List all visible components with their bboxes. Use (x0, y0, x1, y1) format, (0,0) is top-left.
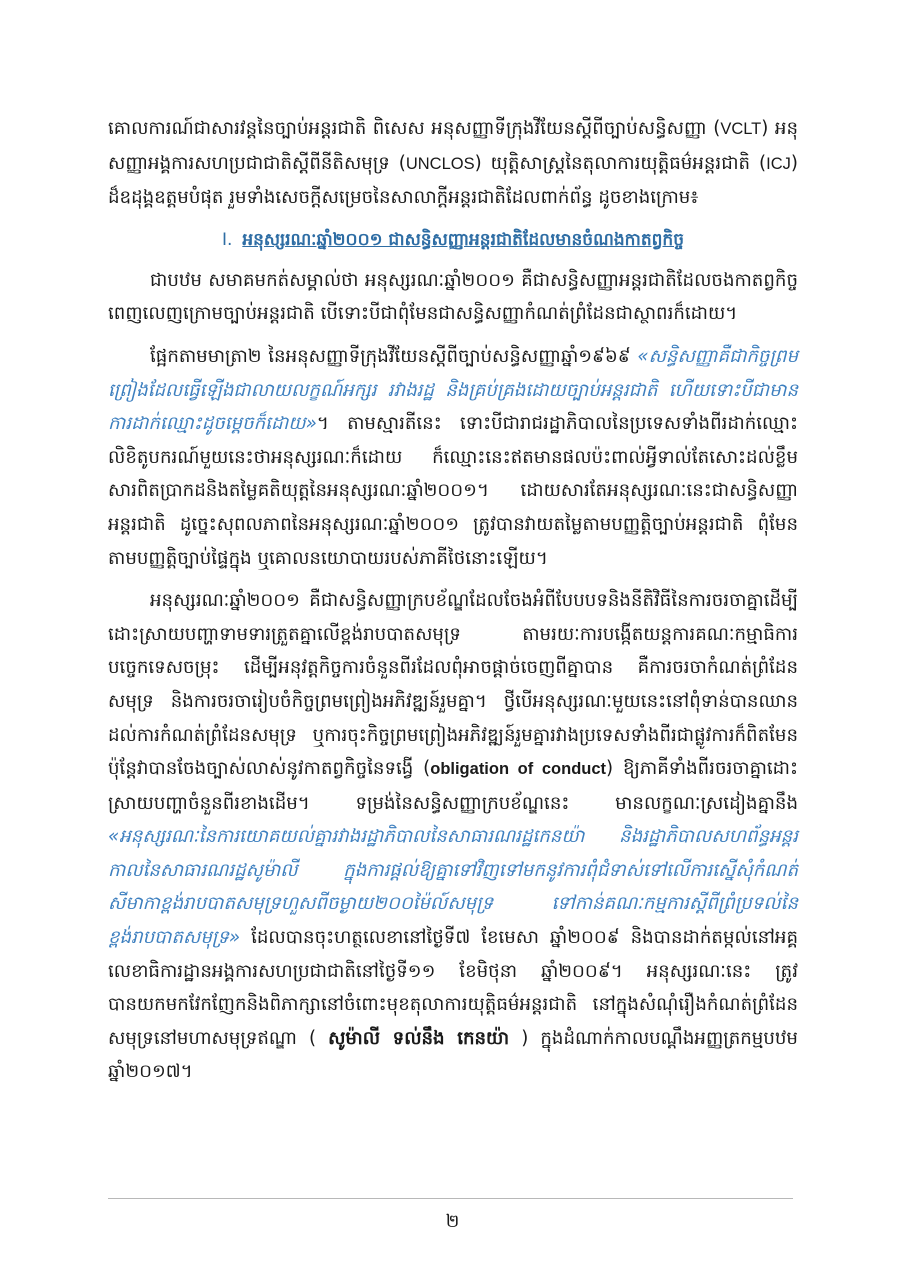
paragraph-3-mid-2: ដែលបានចុះហត្ថលេខានៅថ្ងៃទី៧ ខែមេសា ឆ្នាំ២០០៩ និងបានដាក់តម្កល់នៅអគ្គលេខាធិការដ្ឋានអង្គការសហប្រជាជាតិនៅថ្ងៃទី១១ ខែមិថុនា ឆ្នាំ២០០៩។ អនុស្សរណៈនេះ ត្រូវបានយកមកវែកញែកនិងពិភាក្សានៅចំពោះមុខតុលាការយុត្តិធម៌អន្តរជាតិ នៅក្នុងសំណុំរឿងកំណត់ព្រំដែនសមុទ្រនៅមហាសមុទ្រឥណ្ឌា ( (108, 927, 798, 1049)
intro-text-4: ) ដ៏ឧដុង្គឧត្តមបំផុត រួមទាំងសេចក្តីសម្រេចនៃសាលាក្តីអន្តរជាតិដែលពាក់ព័ន្ធ ដូចខាងក្រោម៖ (108, 152, 798, 209)
section-number: I. (221, 229, 233, 250)
page-number: ២ (445, 1211, 460, 1232)
obligation-of-conduct-term: obligation of conduct (430, 760, 607, 779)
abbr-icj: ICJ (766, 154, 791, 173)
paragraph-2-lead: ផ្អែកតាមមាត្រា២ នៃអនុសញ្ញាទីក្រុងវីយែនស្តីពីច្បាប់សន្ធិសញ្ញាឆ្នាំ១៩៦៩ (150, 345, 638, 367)
intro-text-1: គោលការណ៍ជាសារវន្តនៃច្បាប់អន្តរជាតិ ពិសេស អនុសញ្ញាទីក្រុងវីយែនស្តីពីច្បាប់សន្ធិសញ្ញា ( (108, 118, 721, 139)
footer-divider (108, 1198, 793, 1199)
intro-text-3: ) យុត្តិសាស្រ្តនៃតុលាការយុត្តិធម៌អន្តរជាតិ ( (474, 152, 767, 174)
abbr-unclos: UNCLOS (405, 154, 475, 173)
section-title: អនុស្សរណៈឆ្នាំ២០០១ ជាសន្ធិសញ្ញាអន្តរជាតិដែលមានចំណងកាតព្វកិច្ច (242, 229, 684, 250)
paragraph-2-rest: ។ តាមស្មារតីនេះ ទោះបីជារាជរដ្ឋាភិបាលនៃប្រទេសទាំងពីរដាក់ឈ្មោះលិខិតូបករណ៍មួយនេះថាអនុស្សរណៈក៏ដោយ ក៏ឈ្មោះនេះឥតមានផលប៉ះពាល់អ្វីទាល់តែសោះដល់ខ្លឹមសារពិតប្រាកដនិងតម្លៃគតិយុត្តនៃអនុស្សរណៈឆ្នាំ២០០១។ ដោយសារតែអនុស្សរណៈនេះជាសន្ធិសញ្ញាអន្តរជាតិ ដូច្នេះសុពលភាពនៃអនុស្សរណៈឆ្នាំ២០០១ ត្រូវបានវាយតម្លៃតាមបញ្ញត្តិច្បាប់អន្តរជាតិ ពុំមែនតាមបញ្ញត្តិច្បាប់ផ្ទៃក្នុង ឬគោលនយោបាយរបស់ភាគីថៃនោះឡើយ។ (108, 413, 798, 569)
section-heading (108, 224, 798, 256)
case-name: សូម៉ាលី ទល់នឹង កេនយ៉ា (328, 1027, 510, 1049)
paragraph-3-end: ) ក្នុងដំណាក់កាលបណ្តឹងអញ្ញត្រកម្មបឋម ឆ្នាំ២០១៧។ (108, 1027, 798, 1083)
paragraph-3-lead: អនុស្សរណៈឆ្នាំ២០០១ គឺជាសន្ធិសញ្ញាក្របខ័ណ្ឌដែលចែងអំពីបែបបទនិងនីតិវិធីនៃការចរចាគ្នាដើម្បីដោះស្រាយបញ្ហាទាមទារត្រួតគ្នាលើខ្ពង់រាបបាតសមុទ្រ តាមរយៈការបង្កើតយន្តការគណៈកម្មាធិការបច្ចេកទេសចម្រុះ ដើម្បីអនុវត្តកិច្ចការចំនួនពីរដែលពុំអាចផ្តាច់ចេញពីគ្នាបាន គឺការចរចាកំណត់ព្រំដែនសមុទ្រ និងការចរចារៀបចំកិច្ចព្រមព្រៀងអភិវឌ្ឍន៍រួមគ្នា។ ថ្វីបើអនុស្សរណៈមួយនេះនៅពុំទាន់បានឈានដល់ការកំណត់ព្រំដែនសមុទ្រ ឬការចុះកិច្ចព្រមព្រៀងអភិវឌ្ឍន៍រួមគ្នារវាងប្រទេសទាំងពីរជាផ្លូវការក៏ពិតមែន ប៉ុន្តែវាបានចែងច្បាស់លាស់នូវកាតព្វកិច្ចនៃទង្វើ ( (108, 590, 798, 780)
vclt-article-2-quote: «សន្ធិសញ្ញាគឺជាកិច្ចព្រមព្រៀងដែលធ្វើឡើងជាលាយលក្ខណ៍អក្សរ រវាងរដ្ឋ និងគ្រប់គ្រងដោយច្បាប់អន្តរជាតិ ហើយទោះបីជាមានការដាក់ឈ្មោះដូចម្តេចក៏ដោយ» (108, 345, 798, 435)
kenya-somalia-mou-quote: «អនុស្សរណៈនៃការយោគយល់គ្នារវាងរដ្ឋាភិបាលនៃសាធារណរដ្ឋកេនយ៉ា និងរដ្ឋាភិបាលសហព័ន្ធអន្តរកាលនៃសាធារណរដ្ឋសូម៉ាលី ក្នុងការផ្តល់ឱ្យគ្នាទៅវិញទៅមកនូវការពុំជំទាស់ទៅលើការស្នើសុំកំណត់សីមាកាខ្ពង់រាបបាតសមុទ្រហួសពីចម្ងាយ២០០ម៉ៃល៍សមុទ្រ ទៅកាន់គណៈកម្មការស្តីពីព្រំប្រទល់នៃខ្ពង់រាបបាតសមុទ្រ» (108, 826, 798, 949)
paragraph-3-mid-1: ) ឱ្យភាគីទាំងពីរចរចាគ្នាដោះស្រាយបញ្ហាចំនួនពីរខាងដើម។ ទម្រង់នៃសន្ធិសញ្ញាក្របខ័ណ្ឌនេះ មានលក្ខណៈស្រដៀងគ្នានឹង (108, 758, 798, 814)
paragraph-1-text: ជាបឋម សមាគមកត់សម្គាល់ថា អនុស្សរណៈឆ្នាំ២០០១ គឺជាសន្ធិសញ្ញាអន្តរជាតិដែលចងកាតព្វកិច្ចពេញលេញក្រោមច្បាប់អន្តរជាតិ បើទោះបីជាពុំមែនជាសន្ធិសញ្ញាកំណត់ព្រំដែនជាស្ថាពរក៏ដោយ។ (108, 269, 798, 325)
abbr-vclt: VCLT (720, 120, 762, 138)
intro-text-2: ) អនុសញ្ញាអង្គការសហប្រជាជាតិស្តីពីនីតិសមុទ្រ ( (108, 118, 798, 174)
paragraph-3 (108, 584, 798, 1089)
paragraph-1 (108, 264, 798, 331)
intro-paragraph (108, 112, 798, 215)
document-body (108, 112, 798, 1098)
paragraph-2 (108, 340, 798, 575)
